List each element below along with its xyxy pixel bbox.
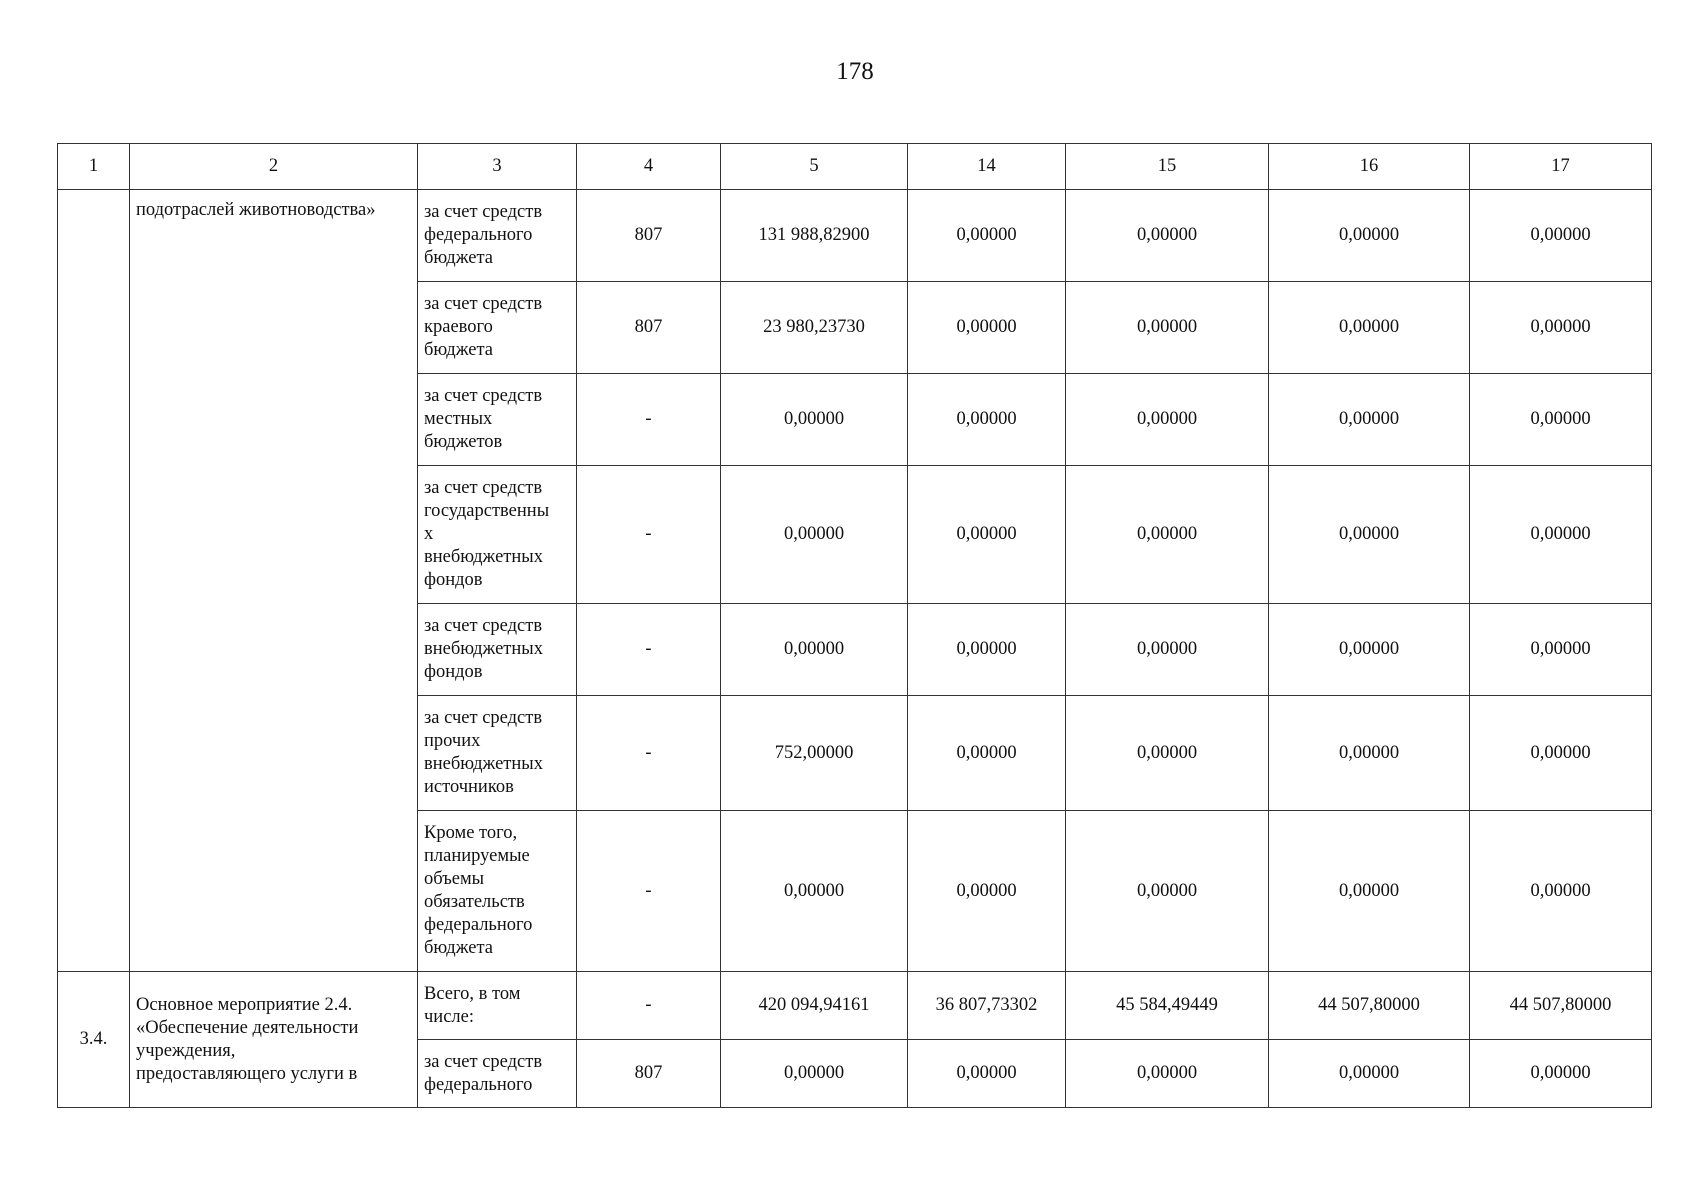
source-line: бюджета	[424, 248, 493, 268]
source-line: планируемые	[424, 846, 530, 866]
source-line: объемы	[424, 869, 485, 889]
source-line: за счет средств	[424, 202, 543, 222]
source-line: местных	[424, 409, 493, 429]
header-col-3: 3	[418, 144, 577, 190]
row-number-cell: 3.4.	[58, 972, 130, 1108]
source-cell	[418, 374, 577, 466]
event-name-cell	[130, 972, 418, 1108]
value-col-16: 0,00000	[1269, 1040, 1470, 1108]
value-col-15: 0,00000	[1066, 604, 1269, 696]
code-cell: -	[577, 811, 721, 972]
source-line: государственны	[424, 501, 550, 521]
value-col-17: 0,00000	[1470, 190, 1652, 282]
value-col-5: 0,00000	[721, 1040, 908, 1108]
source-line: внебюджетных	[424, 639, 543, 659]
source-cell	[418, 811, 577, 972]
source-line: числе:	[424, 1006, 474, 1027]
value-col-17: 0,00000	[1470, 604, 1652, 696]
value-col-15: 0,00000	[1066, 466, 1269, 604]
code-cell: -	[577, 972, 721, 1040]
source-line: х	[424, 524, 434, 544]
source-line: федерального	[424, 225, 533, 245]
code-cell: -	[577, 604, 721, 696]
value-col-17: 0,00000	[1470, 374, 1652, 466]
source-line: федерального	[424, 915, 533, 935]
value-col-17: 0,00000	[1470, 696, 1652, 811]
code-cell: -	[577, 466, 721, 604]
header-col-4: 4	[577, 144, 721, 190]
event-name-line: Основное мероприятие 2.4.	[136, 994, 353, 1015]
value-col-16: 0,00000	[1269, 190, 1470, 282]
header-col-2: 2	[130, 144, 418, 190]
value-col-5: 0,00000	[721, 374, 908, 466]
header-col-17: 17	[1470, 144, 1652, 190]
value-col-16: 0,00000	[1269, 466, 1470, 604]
value-col-5: 0,00000	[721, 466, 908, 604]
value-col-15: 0,00000	[1066, 1040, 1269, 1108]
value-col-14: 0,00000	[908, 811, 1066, 972]
event-name-cell	[130, 190, 418, 972]
source-cell	[418, 696, 577, 811]
value-col-16: 0,00000	[1269, 604, 1470, 696]
event-name-line: подотраслей животноводства»	[136, 200, 376, 220]
value-col-15: 0,00000	[1066, 696, 1269, 811]
table-row	[58, 190, 1652, 282]
value-col-17: 0,00000	[1470, 282, 1652, 374]
event-name-line: учреждения,	[136, 1040, 236, 1061]
value-col-14: 0,00000	[908, 190, 1066, 282]
value-col-14: 36 807,73302	[908, 972, 1066, 1040]
value-col-16: 44 507,80000	[1269, 972, 1470, 1040]
source-cell	[418, 190, 577, 282]
event-name-line: предоставляющего услуги в	[136, 1063, 358, 1084]
value-col-16: 0,00000	[1269, 374, 1470, 466]
source-line: за счет средств	[424, 1051, 543, 1072]
value-col-14: 0,00000	[908, 1040, 1066, 1108]
code-cell: -	[577, 374, 721, 466]
value-col-5: 131 988,82900	[721, 190, 908, 282]
source-line: внебюджетных	[424, 547, 543, 567]
value-col-15: 0,00000	[1066, 374, 1269, 466]
value-col-14: 0,00000	[908, 282, 1066, 374]
value-col-17: 0,00000	[1470, 1040, 1652, 1108]
value-col-15: 0,00000	[1066, 190, 1269, 282]
header-row	[58, 144, 1652, 190]
event-name-line: «Обеспечение деятельности	[136, 1017, 359, 1038]
value-col-15: 45 584,49449	[1066, 972, 1269, 1040]
value-col-15: 0,00000	[1066, 282, 1269, 374]
value-col-5: 0,00000	[721, 811, 908, 972]
source-line: за счет средств	[424, 708, 543, 728]
row-number-cell	[58, 190, 130, 972]
source-cell	[418, 1040, 577, 1108]
code-cell: 807	[577, 282, 721, 374]
source-line: Кроме того,	[424, 823, 518, 843]
header-col-5: 5	[721, 144, 908, 190]
source-line: бюджета	[424, 938, 493, 958]
value-col-16: 0,00000	[1269, 696, 1470, 811]
source-line: бюджета	[424, 340, 493, 360]
source-line: за счет средств	[424, 616, 543, 636]
header-col-16: 16	[1269, 144, 1470, 190]
source-cell	[418, 466, 577, 604]
value-col-5: 0,00000	[721, 604, 908, 696]
source-cell	[418, 282, 577, 374]
value-col-17: 0,00000	[1470, 466, 1652, 604]
code-cell: 807	[577, 190, 721, 282]
source-line: прочих	[424, 731, 481, 751]
value-col-14: 0,00000	[908, 604, 1066, 696]
code-cell: -	[577, 696, 721, 811]
source-line: федерального	[424, 1074, 533, 1095]
budget-table	[57, 143, 1652, 1108]
source-line: фондов	[424, 570, 483, 590]
value-col-14: 0,00000	[908, 466, 1066, 604]
page-number: 178	[836, 58, 874, 85]
header-col-14: 14	[908, 144, 1066, 190]
source-line: краевого	[424, 317, 493, 337]
source-line: бюджетов	[424, 432, 503, 452]
source-line: фондов	[424, 662, 483, 682]
value-col-5: 23 980,23730	[721, 282, 908, 374]
source-cell	[418, 972, 577, 1040]
value-col-14: 0,00000	[908, 374, 1066, 466]
value-col-16: 0,00000	[1269, 282, 1470, 374]
source-line: за счет средств	[424, 386, 543, 406]
source-line: Всего, в том	[424, 983, 521, 1004]
value-col-5: 420 094,94161	[721, 972, 908, 1040]
value-col-5: 752,00000	[721, 696, 908, 811]
source-line: обязательств	[424, 892, 525, 912]
source-line: внебюджетных	[424, 754, 543, 774]
value-col-14: 0,00000	[908, 696, 1066, 811]
code-cell: 807	[577, 1040, 721, 1108]
source-line: за счет средств	[424, 478, 543, 498]
source-line: за счет средств	[424, 294, 543, 314]
value-col-15: 0,00000	[1066, 811, 1269, 972]
value-col-16: 0,00000	[1269, 811, 1470, 972]
header-col-15: 15	[1066, 144, 1269, 190]
header-col-1: 1	[58, 144, 130, 190]
value-col-17: 44 507,80000	[1470, 972, 1652, 1040]
table-row	[58, 972, 1652, 1040]
value-col-17: 0,00000	[1470, 811, 1652, 972]
source-line: источников	[424, 777, 514, 797]
source-cell	[418, 604, 577, 696]
